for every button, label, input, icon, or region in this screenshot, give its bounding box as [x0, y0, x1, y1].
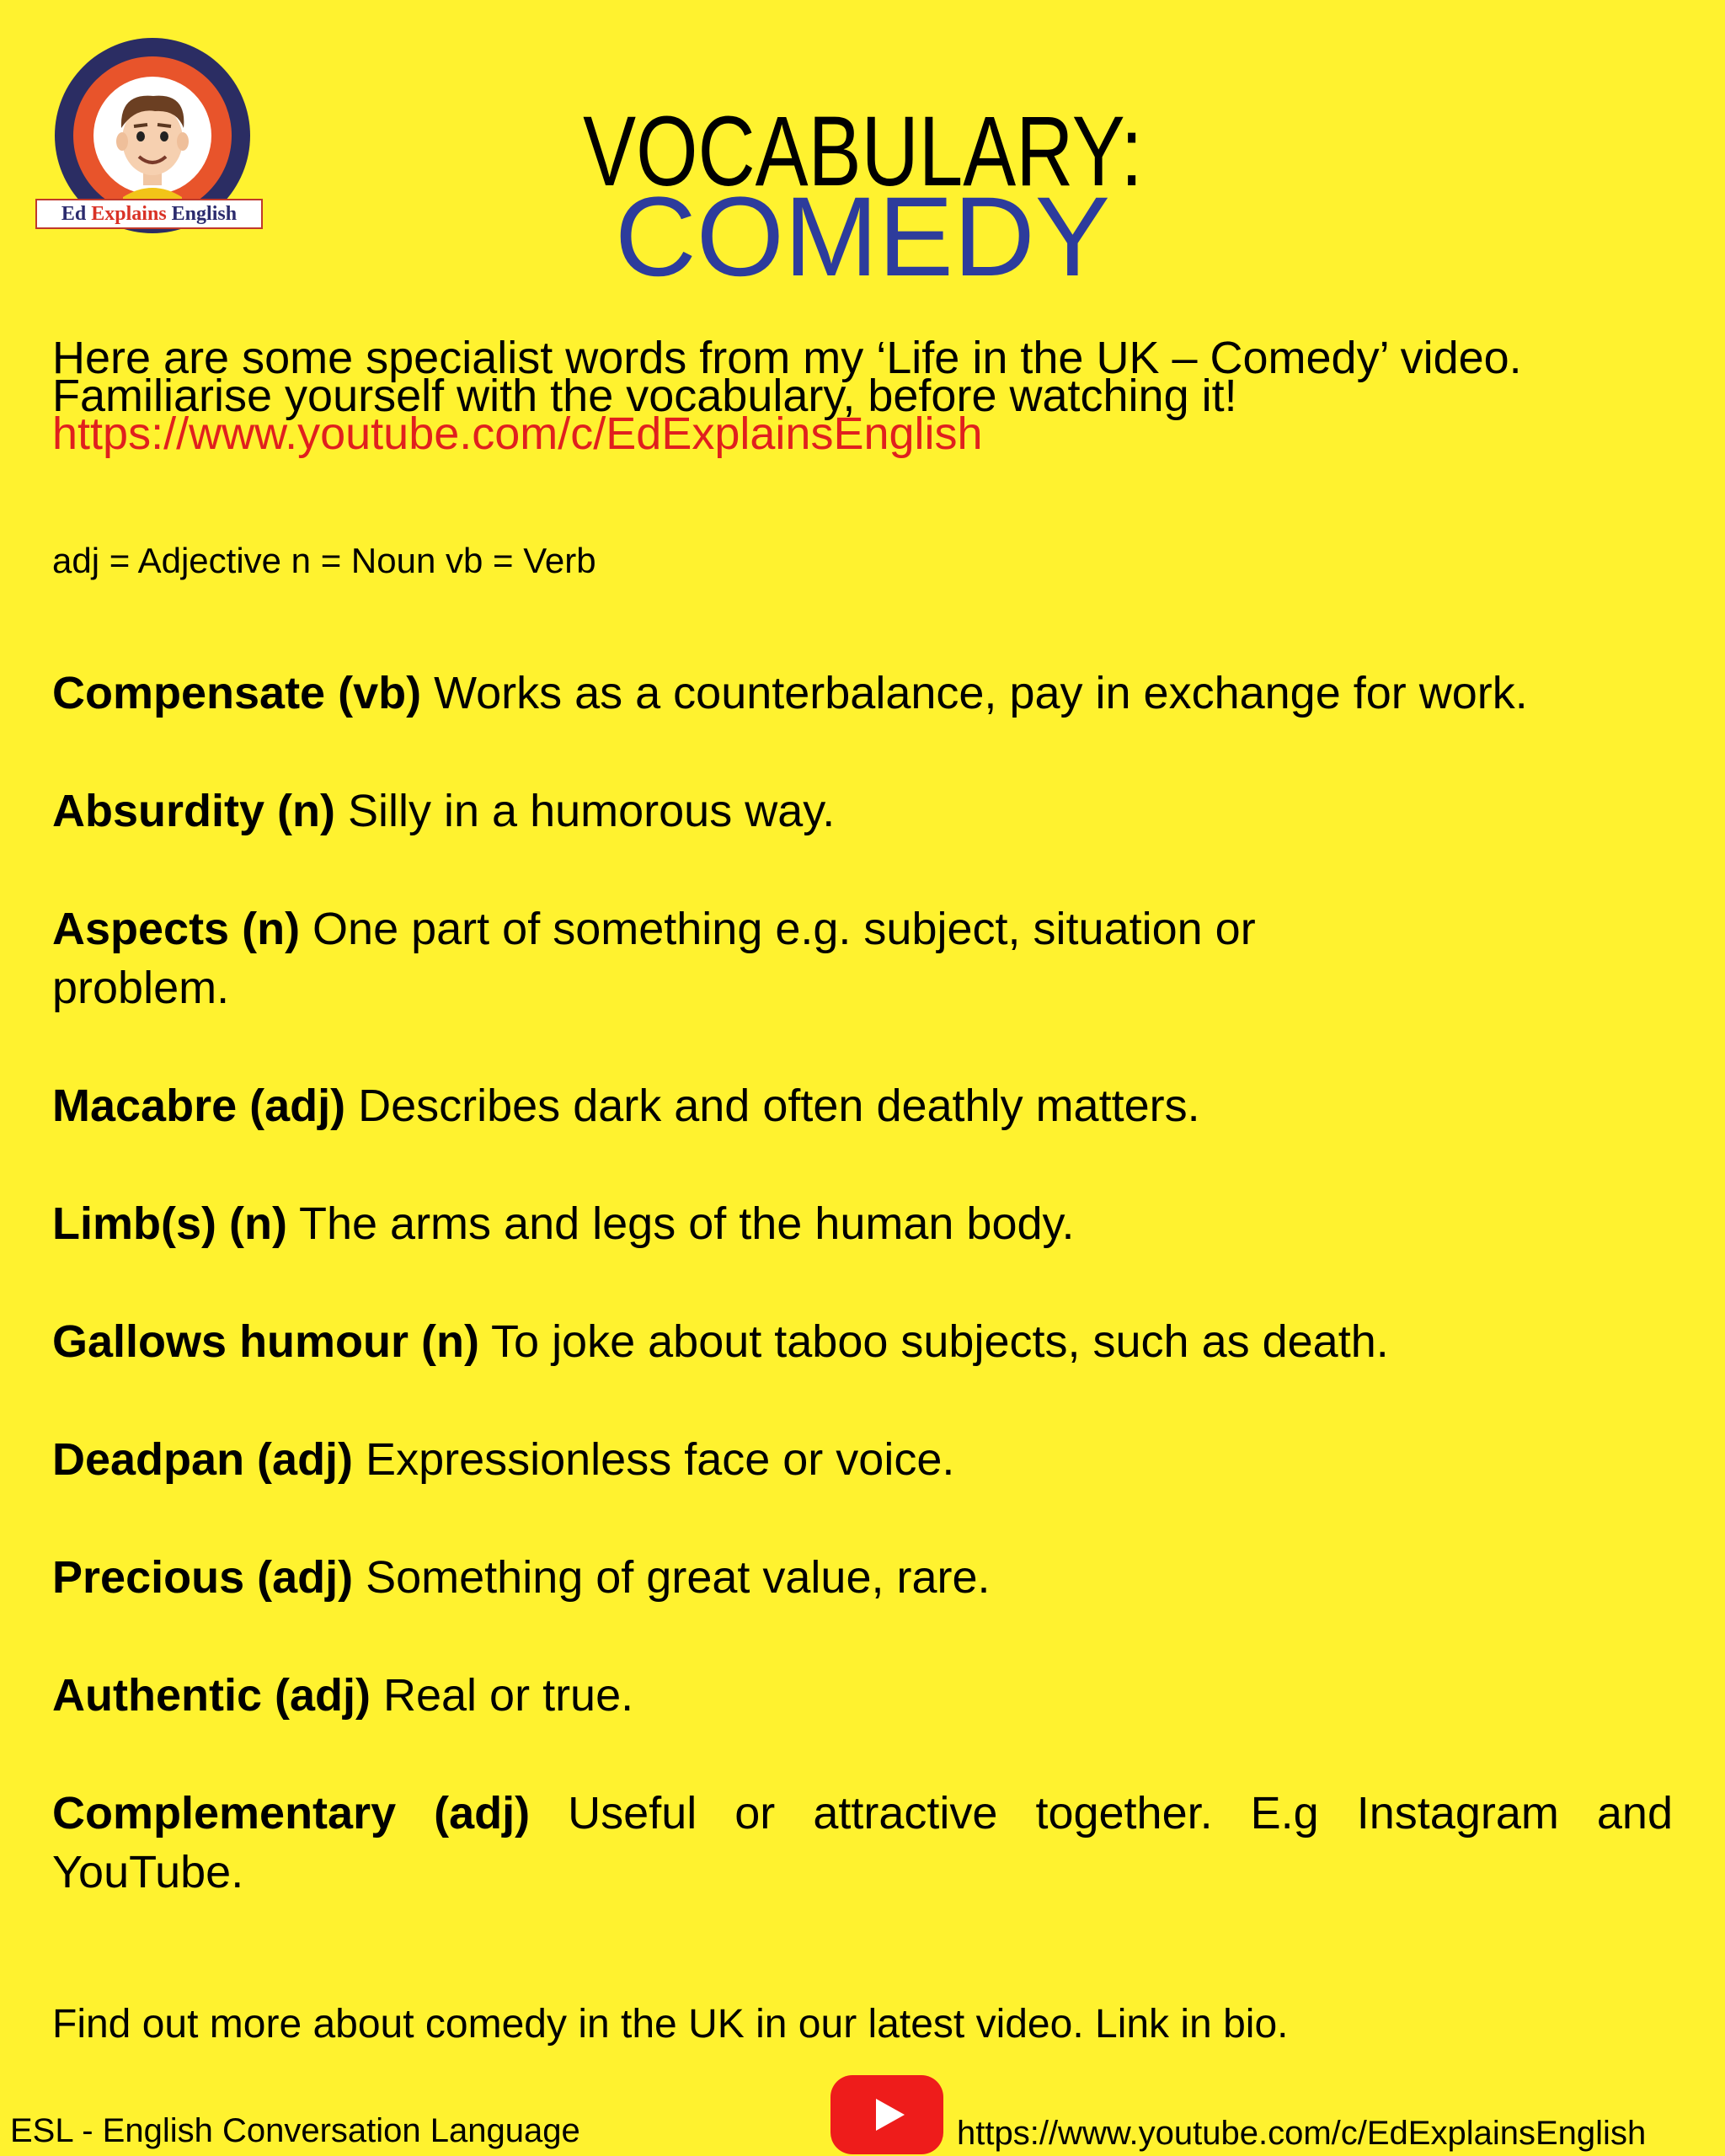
- vocab-entry: [52, 1666, 1673, 1725]
- vocab-entry: [52, 1430, 1673, 1489]
- youtube-play-icon: [830, 2075, 943, 2154]
- vocab-entry: [52, 664, 1673, 723]
- vocab-entry: [52, 899, 1434, 1017]
- vocab-term: Authentic (adj): [52, 1670, 371, 1721]
- vocab-entry: [52, 1548, 1673, 1607]
- vocab-definition: Real or true.: [370, 1670, 634, 1721]
- vocab-term: Compensate (vb): [52, 668, 422, 718]
- footer-channel-label: ESL - English Conversation Language: [10, 2112, 580, 2149]
- vocab-term: Aspects (n): [52, 904, 301, 954]
- vocab-definition: Silly in a humorous way.: [334, 786, 836, 836]
- vocab-definition: Expressionless face or voice.: [353, 1434, 955, 1485]
- intro-line-1: Here are some specialist words from my ‘Life in the UK – Comedy’ video.: [52, 333, 1522, 383]
- vocab-definition: Something of great value, rare.: [353, 1552, 991, 1603]
- vocab-term: Limb(s) (n): [52, 1198, 287, 1249]
- part-of-speech-legend: adj = Adjective n = Noun vb = Verb: [52, 541, 596, 580]
- vocab-entry: [52, 782, 1673, 841]
- vocab-term: Absurdity (n): [52, 786, 335, 836]
- page-title-topic: COMEDY: [614, 174, 1111, 300]
- vocab-definition: To joke about taboo subjects, such as death.: [479, 1316, 1389, 1367]
- vocabulary-list: [52, 664, 1673, 1961]
- vocab-term: Complementary (adj): [52, 1788, 531, 1838]
- vocab-term: Deadpan (adj): [52, 1434, 354, 1485]
- vocab-definition: The arms and legs of the human body.: [286, 1198, 1075, 1249]
- logo-brand-ed: Ed: [61, 203, 92, 225]
- vocab-definition: Works as a counterbalance, pay in exchange for work.: [421, 668, 1528, 718]
- logo-brand-english: English: [166, 203, 238, 225]
- vocab-term: Macabre (adj): [52, 1081, 346, 1131]
- footer-youtube-link[interactable]: https://www.youtube.com/c/EdExplainsEnglish: [957, 2115, 1647, 2152]
- vocab-entry: [52, 1784, 1673, 1902]
- intro-line-2: Familiarise yourself with the vocabulary, before watching it!: [52, 371, 1237, 421]
- vocab-entry: [52, 1194, 1673, 1253]
- youtube-button[interactable]: [830, 2075, 943, 2154]
- vocab-definition: One part of something e.g. subject, situation or problem.: [52, 904, 1256, 1013]
- footer-note: Find out more about comedy in the UK in our latest video. Link in bio.: [52, 2002, 1289, 2047]
- vocab-definition: Describes dark and often deathly matters.: [345, 1081, 1200, 1131]
- vocab-entry: [52, 1076, 1673, 1135]
- page-title-vocabulary: VOCABULARY:: [583, 96, 1143, 207]
- vocab-definition: Useful or attractive together. E.g Instagram and YouTube.: [52, 1788, 1673, 1897]
- intro-youtube-link[interactable]: https://www.youtube.com/c/EdExplainsEnglish: [52, 408, 983, 459]
- vocab-entry: [52, 1312, 1673, 1371]
- vocab-term: Precious (adj): [52, 1552, 354, 1603]
- logo-brand-explains: Explains: [91, 203, 167, 225]
- vocab-term: Gallows humour (n): [52, 1316, 479, 1367]
